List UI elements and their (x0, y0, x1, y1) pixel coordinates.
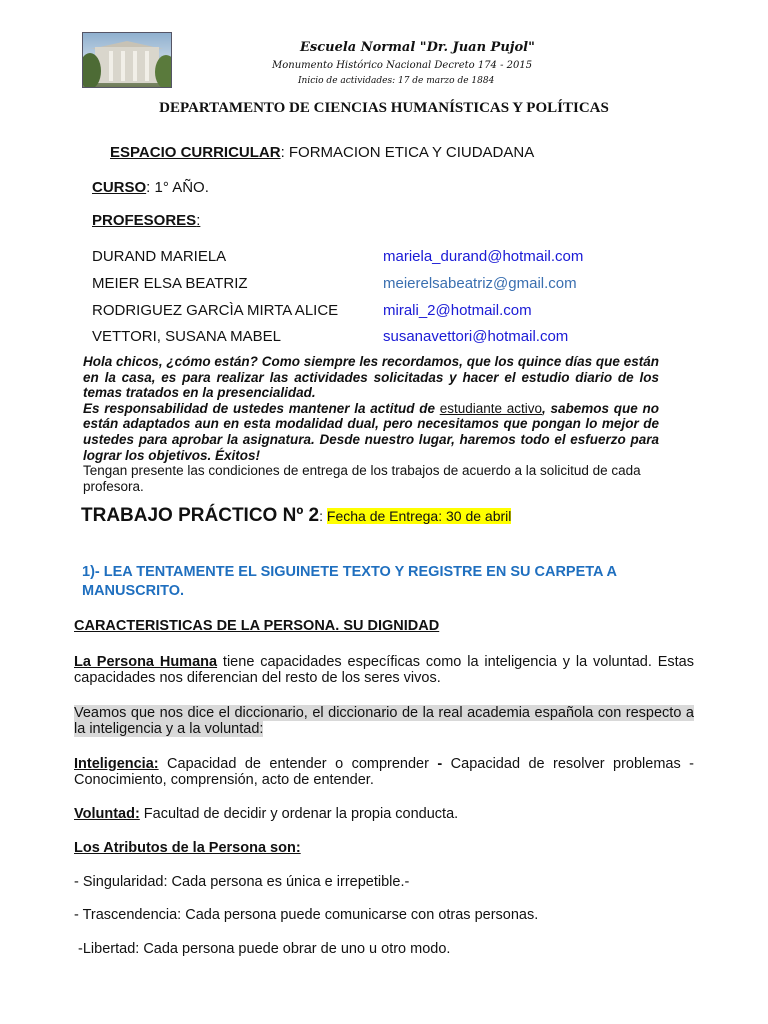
estudiante-activo-text: estudiante activo (439, 400, 543, 416)
school-name: Escuela Normal "Dr. Juan Pujol" (300, 40, 535, 55)
deadline-highlight: Fecha de Entrega: 30 de abril (326, 508, 512, 524)
professor-name: DURAND MARIELA (92, 248, 227, 265)
professor-email-link[interactable]: meierelsabeatriz@gmail.com (383, 275, 577, 292)
department-title: DEPARTAMENTO DE CIENCIAS HUMANÍSTICAS Y POLÍTICAS (159, 100, 609, 116)
professor-name: VETTORI, SUSANA MABEL (92, 328, 281, 345)
inteligencia-definition: Inteligencia: Capacidad de entender o comprender - Capacidad de resolver problemas - Conocimiento, comprensión, acto de entender. (74, 756, 694, 788)
profesores-heading: PROFESORES: (92, 212, 201, 229)
voluntad-term: Voluntad: (74, 806, 140, 822)
professor-email-link[interactable]: mariela_durand@hotmail.com (383, 248, 584, 265)
responsibility-paragraph: Es responsabilidad de ustedes mantener la actitud de estudiante activo, sabemos que no están adaptados aun en esta modalidad dual, pero necesitamos que pongan lo mejor de ustedes para aprobar la asignatura. Desde nuestro lugar, haremos todo el esfuerzo para lograr los objetivos. Éxitos! (83, 400, 660, 463)
espacio-curricular (110, 144, 534, 161)
activities-start: Inicio de actividades: 17 de marzo de 1884 (298, 76, 495, 86)
atributo-item: - Singularidad: Cada persona es única e irrepetible.- (74, 874, 410, 890)
greeting-paragraph: Hola chicos, ¿cómo están? Como siempre les recordamos, que los quince días que están en la casa, es para realizar las actividades solicitadas y hacer el estudio diario de los temas tratados en la presencialidad. (83, 354, 659, 401)
section-title: CARACTERISTICAS DE LA PERSONA. SU DIGNIDAD (74, 618, 440, 634)
persona-paragraph: La Persona Humana tiene capacidades específicas como la inteligencia y la voluntad. Estas capacidades nos diferencian del resto de los seres vivos. (74, 654, 694, 686)
tp-title: TRABAJO PRÁCTICO Nº 2 (81, 505, 320, 526)
monument-decree: Monumento Histórico Nacional Decreto 174 - 2015 (272, 60, 533, 71)
curso-label: CURSO (92, 179, 147, 196)
inteligencia-term: Inteligencia: (74, 756, 159, 772)
voluntad-definition: Voluntad: Facultad de decidir y ordenar la propia conducta. (74, 806, 459, 822)
profesores-label: PROFESORES (92, 212, 197, 229)
professor-email-link[interactable]: susanavettori@hotmail.com (383, 328, 569, 345)
espacio-label: ESPACIO CURRICULAR (110, 144, 281, 161)
atributo-item: -Libertad: Cada persona puede obrar de uno u otro modo. (74, 941, 451, 957)
professor-name: RODRIGUEZ GARCÌA MIRTA ALICE (92, 302, 339, 319)
professor-email-link[interactable]: mirali_2@hotmail.com (383, 302, 532, 319)
trabajo-practico-heading: TRABAJO PRÁCTICO Nº 2: Fecha de Entrega: 30 de abril (81, 505, 512, 526)
task-1-instruction: 1)- LEA TENTAMENTE EL SIGUINETE TEXTO Y REGISTRE EN SU CARPETA A MANUSCRITO. (82, 564, 617, 599)
school-building-photo (82, 32, 172, 88)
atributo-item: - Trascendencia: Cada persona puede comunicarse con otras personas. (74, 907, 539, 923)
atributos-title: Los Atributos de la Persona son: (74, 840, 301, 856)
curso (92, 179, 209, 196)
espacio-value: : FORMACION ETICA Y CIUDADANA (280, 144, 535, 161)
delivery-conditions: Tengan presente las condiciones de entrega de los trabajos de acuerdo a la solicitud de cada profesora. (83, 463, 641, 494)
diccionario-paragraph: Veamos que nos dice el diccionario, el diccionario de la real academia española con respecto a la inteligencia y a la voluntad: (74, 705, 694, 737)
professor-name: MEIER ELSA BEATRIZ (92, 275, 248, 292)
persona-term: La Persona Humana (74, 654, 218, 670)
greeting-message (83, 354, 659, 494)
curso-value: : 1° AÑO. (146, 179, 209, 196)
